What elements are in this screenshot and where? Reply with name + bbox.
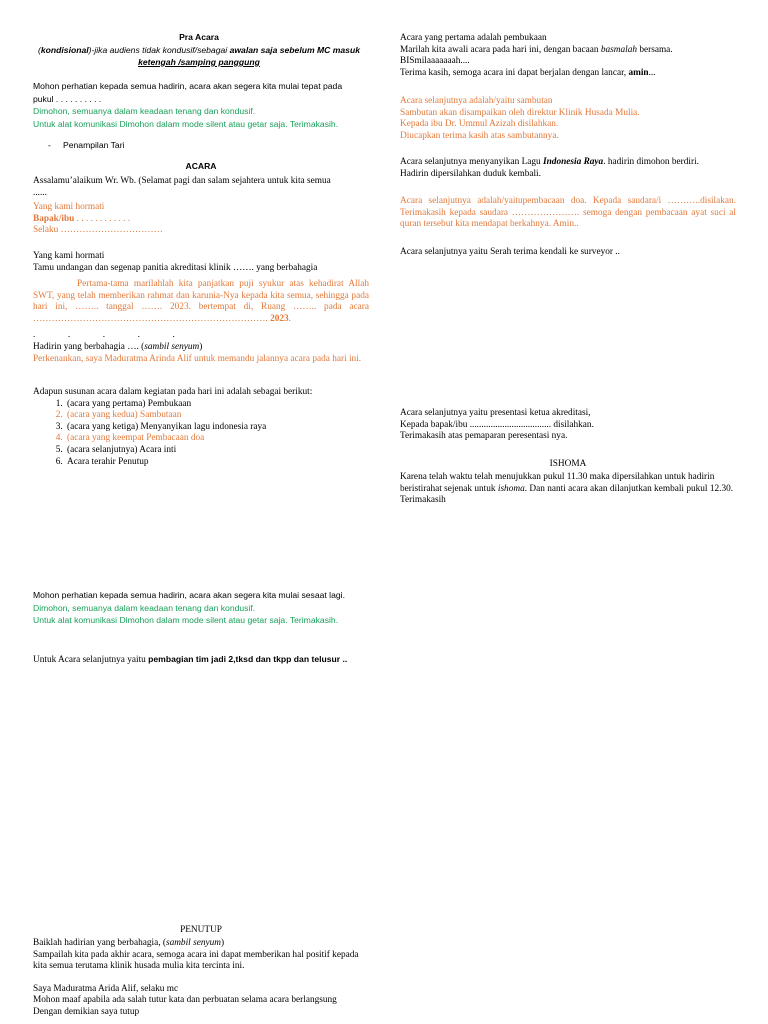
pra-acara-title: Pra Acara [179, 32, 219, 42]
subtitle-part: awalan saja sebelum MC masuk [229, 44, 360, 55]
announcement-text-2: Mohon perhatian kepada semua hadirin, acara akan segera kita mulai sesaat lagi. [33, 590, 345, 600]
closing-part: Baiklah hadirian yang berbahagia, ( [33, 938, 166, 948]
mc-intro-block [33, 342, 369, 365]
penutup-heading: PENUTUP [180, 925, 222, 935]
opening-invite-part: basmalah [600, 44, 637, 55]
attendees-part: sambil senyum [144, 342, 200, 352]
closing-message: Sampailah kita pada akhir acara, semoga acara ini dapat memberikan hal positif kepada kita semua terutama klinik husada mulia kita tercinta ini. [33, 949, 359, 972]
ishoma-part: ishoma [497, 483, 525, 494]
pra-acara-subtitle [33, 44, 365, 57]
agenda-item: 2. (acara yang kedua) Sambutaan [65, 410, 369, 422]
handover-line: Acara selanjutnya yaitu Serah terima kendali ke surveyor .. [400, 247, 620, 257]
dot-row: . . . . . [33, 330, 175, 340]
attendees-part: ) [199, 342, 203, 352]
speech-thanks: Diucapkan terima kasih atas sambutannya. [400, 130, 559, 141]
subtitle-part: ( [38, 44, 41, 55]
closing-part: ) [220, 938, 225, 948]
gratitude-year: 2023 [267, 313, 289, 324]
mc-signoff: Saya Maduratma Arida Alif, selaku mc [33, 983, 179, 994]
presentation-thanks: Terimakasih atas pemaparan peresentasi nya. [400, 431, 568, 442]
agenda-block [33, 387, 369, 468]
attendees-greeting [33, 342, 369, 354]
thanks-part: Terima kasih, semoga acara ini dapat berjalan dengan lancar, [400, 67, 629, 78]
opening-prayer-block [400, 33, 736, 79]
honored-guests-name [33, 214, 369, 226]
opening-invite-part: bersama. [637, 44, 673, 55]
acara-heading: ACARA [185, 161, 217, 171]
invited-guests: Tamu undangan dan segenap panitia akreditasi klinik ……. yang berbahagia [33, 262, 318, 273]
subtitle-part: )-jika audiens tidak kondusif/sebagai [88, 44, 230, 55]
team-division-line [33, 649, 369, 667]
closing-part: sambil senyum [165, 938, 221, 948]
dance-performance: - Penampilan Tari [33, 139, 369, 152]
anthem-block [400, 157, 736, 180]
closing-greeting [33, 938, 369, 950]
agenda-item: 1. (acara yang pertama) Pembukaan [65, 399, 369, 411]
presentation-title: Acara selanjutnya yaitu presentasi ketua akreditasi, [400, 408, 591, 418]
speech-block [400, 96, 736, 142]
speech-invite: Kepada ibu Dr. Ummul Azizah disilahkan. [400, 119, 559, 130]
calm-notice: Dimohon, semuanya dalam keadaan tenang dan kondusif. [33, 106, 256, 116]
anthem-part: Indonesia Raya [543, 157, 604, 167]
anthem-part: . hadirin dimohon berdiri. [603, 157, 699, 167]
announcement-text: Mohon perhatian kepada semua hadirin, acara akan segera kita mulai tepat pada [33, 81, 343, 91]
announcement-block-1 [33, 80, 369, 130]
honored-dots: . . . . . . . . . . . . [74, 213, 131, 224]
closing-block [33, 938, 369, 1019]
greeting [33, 176, 369, 188]
agenda-item: 3. (acara yang ketiga) Menyanyikan lagu indonesia raya [65, 422, 369, 434]
prayer-paragraph: Acara selanjutnya adalah/yaitupembacaan doa. Kepada saudara/i ………..disilakan. Terimakasih kepada saudara …………………. semoga dengan pembacaan ayat suci al quran tersebut kita mendapat berkahnya. Amin.. [400, 196, 736, 230]
apology: Mohon maaf apabila ada salah tutur kata dan perbuatan selama acara berlangsung [33, 995, 337, 1006]
silent-notice-2: Untuk alat komunikasi Dimohon dalam mode silent atau getar saja. Terimakasih. [33, 615, 339, 625]
agenda-item: 6. Acara terahir Penutup [65, 457, 369, 469]
greeting-part: Assalamu’alaikum Wr. Wb. ( [33, 176, 142, 186]
subtitle-part: kondisional [40, 44, 89, 55]
opening-title: Acara yang pertama adalah pembukaan [400, 33, 547, 43]
team-division-prefix: Untuk Acara selanjutnya yaitu [33, 655, 149, 665]
agenda-item: 5. (acara selanjutnya) Acara inti [65, 445, 369, 457]
presentation-invite: Kepada bapak/ibu ................................... disilahkan. [400, 419, 594, 430]
gratitude-paragraph [33, 279, 369, 325]
honored-guests-label: Yang kami hormati [33, 202, 105, 213]
greeting-part: Selamat pagi dan salam sejahtera untuk kita semua [141, 176, 331, 186]
pra-acara-block [33, 31, 365, 69]
opening-invite-part: Marilah kita awali acara pada hari ini, dengan bacaan [400, 44, 601, 55]
opening-block [33, 176, 369, 274]
honored-guests-label-2: Yang kami hormati [33, 250, 105, 261]
closing-final: Dengan demikian saya tutup [33, 1006, 140, 1017]
anthem-part: Acara selanjutnya menyanyikan Lagu [400, 157, 544, 167]
greeting-dots: ...... [33, 187, 47, 198]
ishoma-paragraph [400, 472, 736, 507]
calm-notice-2: Dimohon, semuanya dalam keadaan tenang dan kondusif. [33, 602, 256, 613]
gratitude-end: . [288, 313, 291, 324]
announcement-time: pukul . . . . . . . . . . [33, 93, 102, 104]
ishoma-heading: ISHOMA [549, 459, 587, 469]
anthem-sit: Hadirin dipersilahkan duduk kembali. [400, 168, 541, 179]
agenda-item: 4. (acara yang keempat Pembacaan doa [65, 433, 369, 445]
opening-invite [400, 45, 736, 57]
announcement-block-2 [33, 589, 369, 627]
opening-thanks [400, 68, 736, 80]
gratitude-text: Pertama-tama marilahlah kita panjatkan puji syukur atas kehadirat Allah SWT, yang telah memberikan rahmat dan karunia-Nya kepada kita semua, sehingga pada hari ini, …….. tanggal ……. 2023. bertempat di, Ruang …….. pada acara …………………………………………………………………. [33, 279, 369, 324]
thanks-part: amin [628, 67, 649, 78]
anthem-line [400, 157, 736, 169]
bismillah: BISmilaaaaaaah.... [400, 56, 470, 67]
speech-speaker: Sambutan akan disampaikan oleh direktur Klinik Husada Mulia. [400, 107, 640, 118]
pra-acara-subtitle-line2: ketengah /samping panggung [138, 57, 260, 67]
agenda-intro: Adapun susunan acara dalam kegiatan pada hari ini adalah sebagai berikut: [33, 387, 313, 397]
dance-item [33, 139, 369, 152]
ishoma-part: Karena telah waktu telah menujukkan pukul 11.30 maka dipersilahkan untuk hadirin beristirahat sejenak untuk [400, 472, 715, 494]
honored-role: Selaku …………………………… [33, 225, 163, 236]
speech-title: Acara selanjutnya adalah/yaitu sambutan [400, 96, 553, 106]
silent-notice: Untuk alat komunikasi Dimohon dalam mode silent atau getar saja. Terimakasih. [33, 118, 339, 129]
mc-introduction: Perkenankan, saya Maduratma Arinda Alif untuk memandu jalannya acara pada hari ini. [33, 353, 362, 364]
team-division-text: pembagian tim jadi 2,tksd dan tkpp dan telusur .. [148, 654, 348, 664]
presentation-block [400, 408, 736, 443]
thanks-part: ... [648, 67, 656, 78]
agenda-list [33, 399, 369, 469]
honored-title: Bapak/ibu [33, 213, 75, 224]
ishoma-part: . Dan nanti acara akan dilanjutkan kembali pukul 12.30. Terimakasih [400, 483, 734, 506]
attendees-part: Hadirin yang berbahagia …. ( [33, 342, 145, 352]
